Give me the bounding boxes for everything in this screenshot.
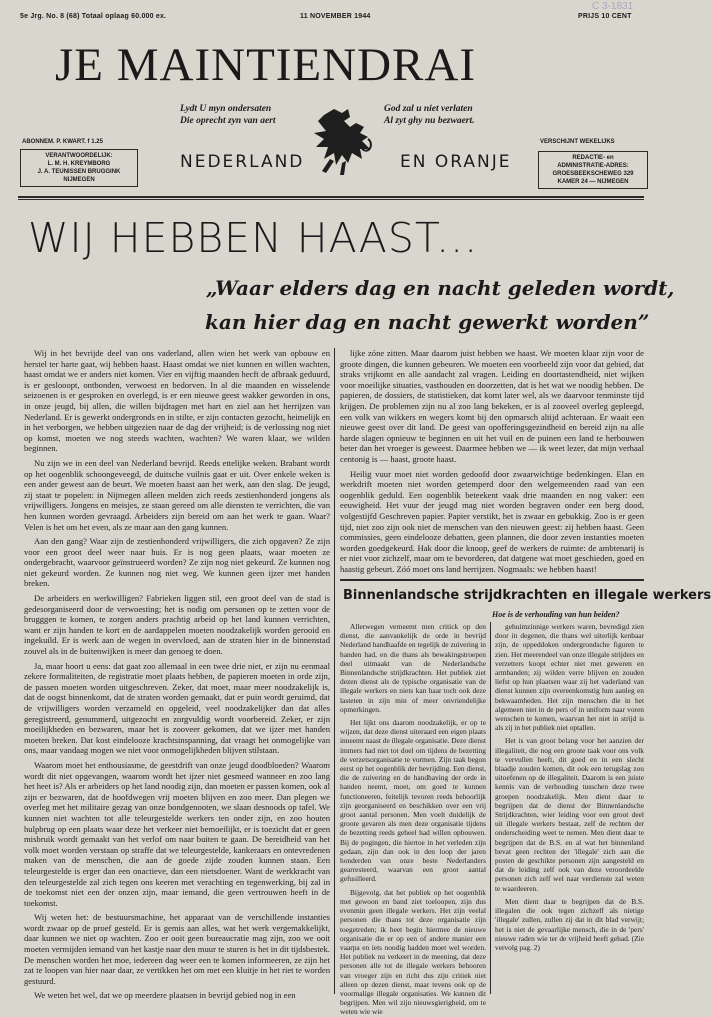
editorial-box bbox=[538, 151, 648, 189]
price: PRIJS 10 CENT bbox=[578, 13, 632, 20]
responsible-line: L. M. H. KREYMBORG bbox=[47, 161, 111, 167]
lion-emblem-icon bbox=[304, 103, 380, 179]
article-column-2 bbox=[340, 348, 644, 574]
slogan-en-oranje: EN ORANJE bbox=[400, 152, 512, 172]
article-paragraph: Wij weten het: de bestuursmachine, het apparaat van de verschillende instanties wordt zwaar op de proef gesteld. Er is gemis aan alles, wat het werk vergemakkelijkt, daar kunnen we niet op wachten. Zoo er ooit geen bureaucratie mag zijn, zoo we ooit moeten vermijden iemand van het kastje naar den muur te sturen is het in dit tijdsbestek. De menschen worden het moe, iedereen dag weer een te komen informeeren, ze zijn het zat te loopen van hier naar daar, ze vertikken het om met een kluitje in het riet te worden gestuurd. bbox=[24, 912, 330, 986]
volume-info: 5e Jrg. No. 8 (68) Totaal oplaag 60.000 ex. bbox=[20, 13, 167, 20]
article-column-1 bbox=[24, 348, 330, 1001]
article-paragraph: Ja, maar hoort u eens: dat gaat zoo allemaal in een twee drie niet, er zijn nu eenmaal zekere formaliteiten, de registratie moet plaats hebben, de papieren moeten in orde zijn, de passen moeten worden uitgeschreven. Zeker, dat moet, maar meer noodzakelijk is, dat de oogst binnenkomt, dat de straten worden gemaakt, dat er puin wordt geruimd, dat de vrijwilligers worden verzameld en opgeleid, veel noodzakelijker dan dat alles geregistreerd, genummerd, uitgezocht en zorgvuldig wordt voorbereid. Zeker, er zijn moeilijkheden en bezwaren, maar het is zooveer gekomen, dat we ijzer met handen moeten breken. Dat kost eindelooze krachtsinspanning, dat vraagt het onmogelijke van ons, maar vandaag mogen we niet voor onmogelijkheden blijven stilstaan. bbox=[24, 660, 330, 756]
sidebar-kicker: Hoe is de verhouding van hun beiden? bbox=[492, 610, 620, 619]
editorial-line: REDACTIE- en bbox=[572, 155, 614, 161]
editorial-line: ADMINISTRATIE-ADRES: bbox=[557, 163, 629, 169]
quote-line-2: kan hier dag en nacht gewerkt worden” bbox=[205, 310, 650, 334]
sidebar-paragraph: Het lijkt ons daarom noodzakelijk, er op te wijzen, dat deze dienst uiteraard een eigen plaats inneemt naast de illegale organisatie. Deze dienst immers had niet tot doel om tijdens de bezetting de verzetsorganisatie te vormen. Zijn taak begon eerst op het oogenblik der bevrijding. Een dienst, die de zuivering en de handhaving der orde in handen neemt, moet, om goed te kunnen functioneeren, feitelijk tevoren reeds behoorlijk zijn georganiseerd en beschikken over een vrij groot aantal personen. Men voelt duidelijk de groote gevaren als men deze organisatie tijdens de bezetting reeds geheel had willen opbouwen. Bij de pogingen, die hiertoe in het verleden zijn gedaan, zijn dan ook in den loop der jaren honderden van onze beste Nederlanders gearresteerd, waarvan een groot aantal gefusilleerd. bbox=[340, 718, 486, 884]
weekly-notice: VERSCHIJNT WEKELIJKS bbox=[540, 139, 615, 145]
sidebar-rule bbox=[340, 579, 644, 581]
article-paragraph: Waarom moet het enthousiasme, de geestdrift van onze jeugd doodbloeden? Waarom wordt dit niet opgevangen, waarom wordt het ijzer niet gesmeed wanneer en zoo lang het heet is? Als er arbeiders op het land noodig zijn, dan moeten er passen komen, ook al zijn er bezwaren, dat de hoofdwegen vrij moeten blijven en zoo meer. Dan plegen we overleg met het militaire gezag van onze bondgenooten, we slaan desnoods op tafel. We kunnen niet wachten tot alle teleurgestelde werkers ten onder zijn, en zoo houten hulpbrug op een plaats waar deze het verkeer niet bemoeilijkt, er is toezicht dat er geen misbruik wordt gemaakt van het verlof om naar buiten te gaan. De bereidheid van het volk moet worden verstaan op straffe dat we teleurgestelde, kankeraars en ontevredenen maken van de menschen, die aan de goede zijde zouden kunnen staan. Een teleurgestelde is erger dan een onactieve, dan een nietsdoener. Want de werkkracht van den teleurgestelde zal zich tegen ons keeren met verachting en tegenwerking, bij zal in de toekomst niet een der onzen zijn, maar iemand, die geen vertrouwen heeft in de toekomst. bbox=[24, 759, 330, 908]
responsible-line: VERANTWOORDELIJK: bbox=[45, 153, 113, 159]
masthead-rule-thin bbox=[18, 199, 644, 200]
motto-left-line-1: Lydt U myn ondersaten bbox=[180, 104, 272, 114]
article-paragraph: De arbeiders en werkwilligen? Fabrieken liggen stil, een groot deel van de stad is gedesorganiseerd door de verwoesting; het is nodig om personen op te zetten voor de brugggen te komen, te zorgen anders prachtig arbeid op het land kunnen verrichten, want er zijn handen te kort en de aardappelen moeten noodzakelijk worden gerooid en ingekuild. Er is werk aan de wegen in overvloed, aan de straten hier in de binnenstad zouvel als in de buitenwijken is meer dan genoeg te doen. bbox=[24, 593, 330, 657]
sidebar-paragraph: Het is van groot belang voor het aanzien der illegaliteit, die nog een groote taak voor ons volk te vervullen heeft, dit goed en in een slecht blaadje zouden komen, dit ook een terugslag zou uitoefenen op de illegaliteit. Daarom is een juiste kennis van de verhouding tusschen deze twee groepen noodzakelijk. Men dient daar te begrijpen dat de dienst der Binnenlandsche Strijdkrachten, wier leiding voor een groot deel uit illegale werkers bestaat, zelf de rechten der onderscheiding weet te nemen. Men dient daar te begrijpen dat de B.S. en al wat het binnenland bevat geen rechten der 'illegale' zich aan die posten de geschikte personen zijn aangesteld en dat de leiding zelf ook van deze veroordeelde personen zich zelf wel naar verdienste zal weten te waardeeren. bbox=[495, 736, 644, 893]
article-paragraph: Aan den gang? Waar zijn de zestienhonderd vrijwilligers, die zich opgaven? Ze zijn voor een groot deel weer naar huis. Er is nog geen plaats, waar moeten ze ondergebracht, waarvoor geïnstrueerd worden? Ze zijn nog niet gekeurd. Ze kunnen nog niet gekeurd worden. Ze kunnen nog niet weg. We kunnen geen ijzer met handen breken. bbox=[24, 536, 330, 589]
slogan-nederland: NEDERLAND bbox=[180, 152, 305, 172]
motto-left-line-2: Die oprecht zyn van aert bbox=[180, 116, 276, 126]
article-paragraph: lijke zóne zitten. Maar daarom juist hebben we haast. We moeten klaar zijn voor de groote dingen, die kunnen gebeuren. We moeten een voorbeeld zijn voor dat gebied, dat straks vrijkomt en alle aandacht zal vragen. Leiding en doortastendheid, niet wijken voor moeilijke situaties, vasthouden en doorzetten, dat is het wat we noodig hebben. De papieren, de dossiers, de statistieken, dat komt later wel, als we daarvoor tenminste tijd krijgen. De problemen zijn nu al zoo lang bekeken, er is al zooveel overleg gepleegd, een volk van wikkers en wegers komt bij den opmarsch altijd achteraan. Er waait een nieuwe geest over dit land. De geest van opofferingsgezindheid en bereid zijn na alle harde slagen opnieuw te beginnen en uit het vuil en de puinen een land te herbouwen beter dan het vroeger is geweest. Daarmee hebben we — ik weet lezer, dat mijn verhaal centonig is — haast, groote haast. bbox=[340, 348, 644, 464]
issue-date: 11 NOVEMBER 1944 bbox=[300, 13, 371, 20]
quote-line-1: „Waar elders dag en nacht geleden wordt, bbox=[206, 276, 675, 300]
archive-stamp: C 3-1831 bbox=[592, 1, 634, 12]
article-paragraph: Wij in het bevrijde deel van ons vaderland, allen wien het werk van opbouw en herstel ter harte gaat, wij hebben haast. Haast omdat we niet kunnen en willen wachten, haast omdat we er anders niet komen. Vier en vijftig maanden hecft de afbraak geduurd, is er geslooopt, ontbonden, verwoest en bedorven. In al die maanden en wisselende seizoenen is er gesproken en overlegd, is er een nieuwe geest wakker geworden in ons, in onze jeugd, bij allen, die willen bijdragen met hart en ziel aan het herrijzen van Nederland. Er is gewerkt ondergronds en in stilte, er zijn contacten gezocht, heimelijk en in het verborgen, we hebben uitgezien naar de dag der vrijheid; is de verlossing nog niet op komst, moeten we nog steeds wachten, wachten? We waren klaar, we wilden beginnen. bbox=[24, 348, 330, 454]
motto-right-line-2: Al zyt ghy nu bezwaert. bbox=[384, 116, 475, 126]
column-divider bbox=[334, 348, 335, 994]
masthead-title: JE MAINTIENDRAI bbox=[55, 39, 476, 91]
responsible-box bbox=[20, 149, 138, 187]
editorial-line: GROESBEEKSCHEWEG 329 bbox=[552, 171, 634, 177]
sidebar-paragraph: Bijgevolg, dat het publiek op het oogenblik met gewoon en band ziet toeloopen, zijn dus evenmin geen illegale werkers. Het zijn veelal personen die thans tot deze organisatie zijn toegetreden; ik heet begin hiermee de nieuwe organisatie die er op een of andere manier een vaarpa en iets noodig hadden moet wel worden. Het publiek nu verkeert in de meening, dat deze personen alle tot de illegale werkers behooren van vroeger zijn en richt dus zijn critiek niet alleen op dezen dienst, maar tevens ook op de voormalige illegale organisaties. We kunnen dit begrijpen. Men wil zijn nieuwsgierigheid, om te weten wie wie bbox=[340, 887, 486, 1017]
article-paragraph: Nu zijn we in een deel van Nederland bevrijd. Reeds ettelijke weken. Brabant wordt op het oogenblik schoongeveegd, de duitsche vuilnis gaat er uit. Over enkele weken is een ander gewest aan de beurt. We moeten haast aan het werk, aan den slag. De jeugd, zij staat te popelen: in Nijmegen alleen melden zich reeds zestienhonderd jongens als vrijwilligers. Jongens en meisjes, ze staan gereed om alle diensten te verrichten, die van hen kunnen worden gevraagd. Arbeiders zijn bereid om aan het werk te gaan. Waar? Velen is het om het even, als ze maar aan den gang kunnen. bbox=[24, 457, 330, 532]
sidebar-title: Binnenlandsche strijdkrachten en illegale werkers bbox=[343, 588, 711, 603]
subscription: ABONNEM. P. KWART. f 1.25 bbox=[22, 139, 103, 145]
responsible-line: NIJMEGEN bbox=[63, 177, 95, 183]
sidebar-paragraph: Allerwegen verneemt men critick op den dienst, die aanvankelijk de orde in bevrijd Nederland handhaafde en tegelijk de zuivering in handen had, en die thans als bewakingstroepen deel uitmaakt van de Nederlandsche Binnenlandsche strijdkrachten. Het publiek ziet dezen dienst als de typische organisatie van de illegale werkers en niets kan haar toch ook deze lasteten in zijn min of meer onvriendelijke opmerkingen. bbox=[340, 622, 486, 714]
masthead-rule bbox=[18, 196, 644, 198]
article-paragraph: We weten het wel, dat we op meerdere plaatsen in bevrijd gebied nog in een bbox=[34, 990, 296, 1001]
headline: WIJ HEBBEN HAAST... bbox=[28, 214, 479, 262]
editorial-line: KAMER 24 — NIJMEGEN bbox=[557, 179, 629, 185]
sidebar-paragraph: gehuimzinnige werkers waren, bevredigd zien door in degenen, die thans wel uiterlijk kenbaar zijn, de oppeddoken ondergrondsche figuren te zien. Het meerendeel van onze illegale strijders en verzetters koopt echter niet met geweren en armbanden; zij wilden verre blijven en zouden liefst op hun plaatsen waar zij het vaderland van dienst kunnen zijn overeenkomstig hun aanleg en bekwaamheden. Het zijn menschen die in het algemeen niet in de pers of in uniform naar voren wenschen te komen, waarvan het niet in strijd is als zij in het publiek niet optallen. bbox=[495, 622, 644, 733]
motto-right-line-1: God zal u niet verlaten bbox=[384, 104, 473, 114]
sidebar-column-b bbox=[495, 622, 644, 994]
sidebar-column-a bbox=[340, 622, 486, 1017]
sidebar-paragraph: Men dient daar te begrijpen dat de B.S. illegalen die ook tegen zichzelf als nietige 'illegale' zullen, zullen zij dat in dit blad verwijt; het is niet de gevaarlijke mensch, die in de 'pers' nieuwe raden wie ter de vrijheid heeft gehad. (Zie vervolg pag. 2) bbox=[495, 896, 644, 952]
article-paragraph: Heilig vuur moet niet worden gedoofd door zwaarwichtige bedenkingen. Elan en werkdrift moeten niet worden getemperd door den welgemeenden raad van een oogenblik geduld. Een oogenblik beteekent vaak drie maanden en nog vaker: een eeuwigheid. Het vuur der jeugd mag niet worden begraven onder een berg dood, volgestijfd Geschreven papier. Papier verstikt, het is zwaar en gebukkig. Zoo is er geen tijd, niet zoo zijn ook niet de menschen van den nieuwen geest: zij hebben haast. Geen commissies, geen eindelooze debatten, geen plannen, die door zeven instanties moeten worden goedgekeurd. Hak door die knoop, geef de werkers de ruimte: de ambtenarij is er niet voor zichzelf, maar om te bevorderen, dat datgene wat moet geschieden, goed en haastig gebeurt. Zóó moet ons land herrijzen. Nogmaals: we hebben haast! bbox=[340, 468, 644, 574]
responsible-line: J. A. TEUNISSEN BRUGGINK bbox=[37, 169, 121, 175]
sidebar-divider bbox=[490, 622, 491, 994]
